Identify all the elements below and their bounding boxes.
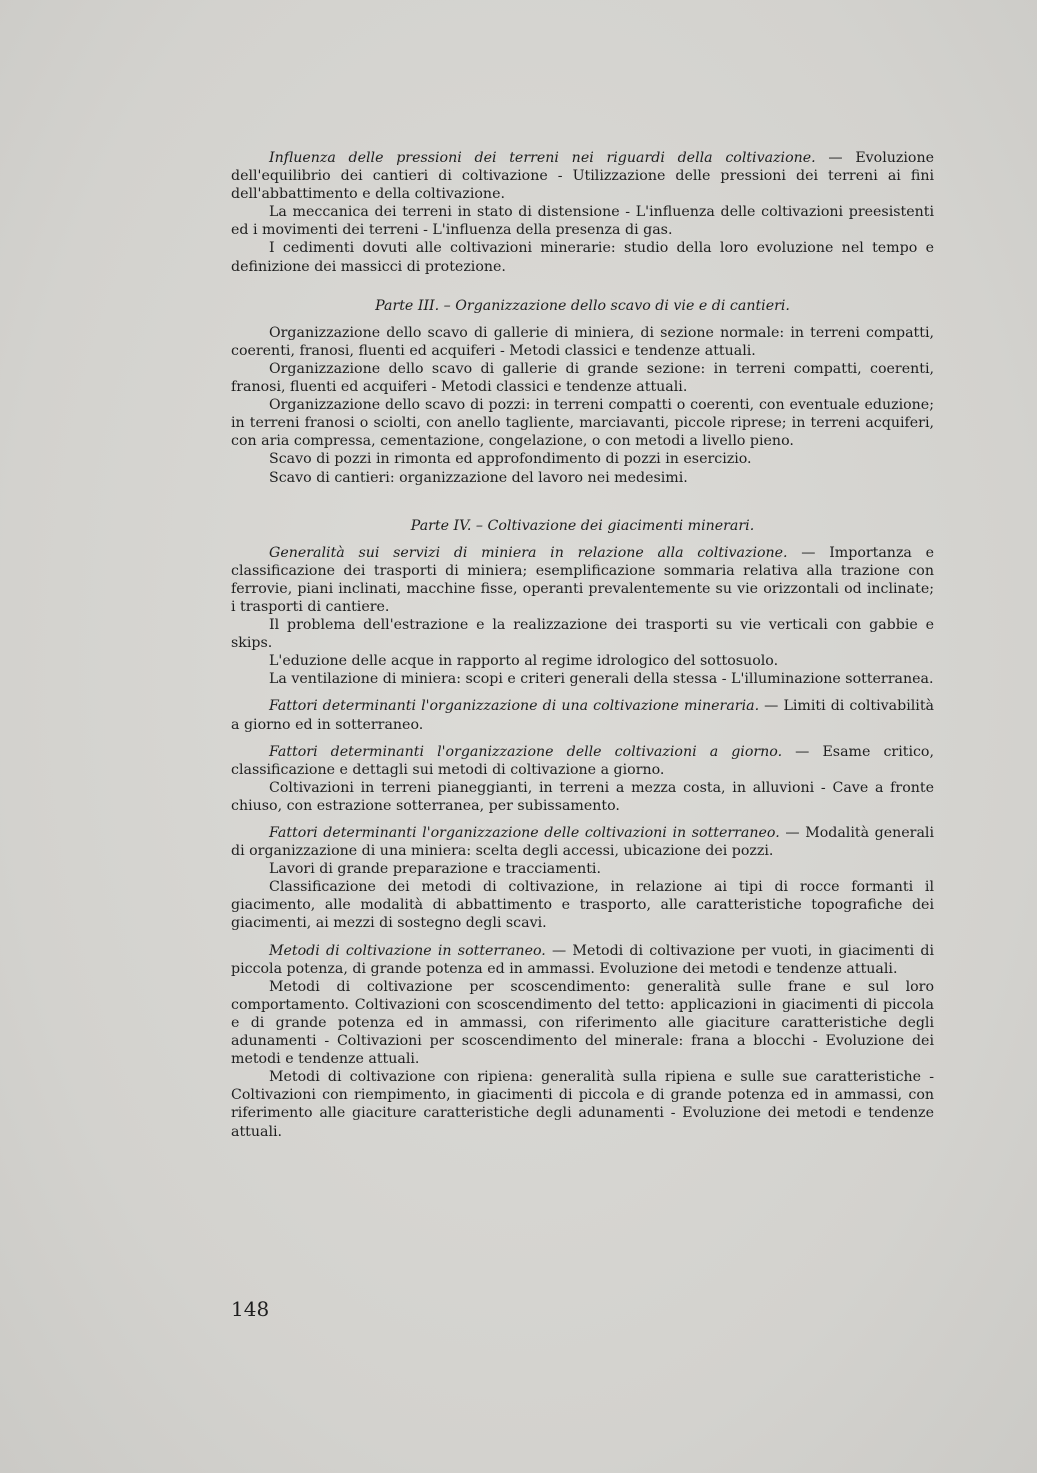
paragraph: Lavori di grande preparazione e tracciamenti. (269, 861, 601, 878)
paragraph: L'eduzione delle acque in rapporto al regime idrologico del sottosuolo. (269, 653, 779, 670)
part-number: Parte III. (375, 297, 440, 314)
paragraph: Generalità sui servizi di miniera in relazione alla coltivazione. — Importanza e classificazione dei trasporti di miniera; esemplificazione sommaria relativa alla trazione con ferrovie, piani inclinati, macchine fisse, operanti prevalentemente su vie orizzontali od inclinate; i trasporti di cantiere. (231, 544, 934, 615)
paragraph: Organizzazione dello scavo di pozzi: in terreni compatti o coerenti, con eventuale eduzione; in terreni franosi o sciolti, con anello tagliente, marciavanti, piccole riprese; in terreni acquiferi, con aria compressa, cementazione, congelazione, o con metodi a livello pieno. (231, 397, 934, 450)
paragraph-text: Metodi di coltivazione per vuoti, in giacimenti di piccola potenza, di grande potenza ed in ammassi. Evoluzione dei metodi e tendenze attuali. (231, 942, 934, 977)
paragraph: Il problema dell'estrazione e la realizzazione dei trasporti su vie verticali con gabbie e skips. (231, 617, 934, 652)
paragraph-lead: Fattori determinanti l'organizzazione di una coltivazione mineraria. (269, 698, 760, 715)
paragraph: Metodi di coltivazione in sotterraneo. — Metodi di coltivazione per vuoti, in giacimenti di piccola potenza, di grande potenza ed in ammassi. Evoluzione dei metodi e tendenze attuali. (231, 942, 934, 977)
paragraph: Organizzazione dello scavo di gallerie di grande sezione: in terreni compatti, coerenti, franosi, fluenti ed acquiferi - Metodi classici e tendenze attuali. (231, 360, 934, 396)
paragraph-lead: Influenza delle pressioni dei terreni nei riguardi della coltivazione. (269, 150, 816, 166)
paragraph-text: Evoluzione dell'equilibrio dei cantieri di coltivazione - Utilizzazione delle pressioni dei terreni ai fini dell'abbattimento e della coltivazione. (231, 150, 934, 203)
paragraph: La ventilazione di miniera: scopi e criteri generali della stessa - L'illuminazione sotterranea. (269, 671, 934, 688)
paragraph-lead: Fattori determinanti l'organizzazione delle coltivazioni in sotterraneo. (269, 825, 780, 841)
paragraph-lead: Generalità sui servizi di miniera in relazione alla coltivazione. (269, 544, 788, 561)
section-title: Organizzazione dello scavo di vie e di cantieri. (455, 297, 790, 314)
section-heading: Parte IV. – Coltivazione dei giacimenti minerari. (410, 517, 755, 534)
paragraph: Fattori determinanti l'organizzazione di una coltivazione mineraria. — Limiti di coltivabilità a giorno ed in sotterraneo. (231, 698, 934, 733)
body-text (231, 149, 934, 1141)
paragraph: Fattori determinanti l'organizzazione delle coltivazioni a giorno. — Esame critico, classificazione e dettagli sui metodi di coltivazione a giorno. (231, 743, 934, 778)
paragraph-text: Modalità generali di organizzazione di una miniera: scelta degli accessi, ubicazione dei pozzi. (231, 825, 934, 860)
paragraph: La meccanica dei terreni in stato di distensione - L'influenza delle coltivazioni preesistenti ed i movimenti dei terreni - L'influenza della presenza di gas. (231, 204, 934, 239)
paragraph-text: Esame critico, classificazione e dettagli sui metodi di coltivazione a giorno. (231, 743, 934, 778)
paragraph: Scavo di pozzi in rimonta ed approfondimento di pozzi in esercizio. (269, 451, 752, 468)
paragraph: Fattori determinanti l'organizzazione delle coltivazioni in sotterraneo. — Modalità generali di organizzazione di una miniera: scelta degli accessi, ubicazione dei pozzi. (231, 825, 934, 860)
paragraph: Metodi di coltivazione per scoscendimento: generalità sulle frane e sul loro comportamento. Coltivazioni con scoscendimento del tetto: applicazioni in giacimenti di piccola e di grande potenza ed in ammassi, con riferimento alle giaciture caratteristiche degli adunamenti - Coltivazioni per scoscendimento del minerale: frana a blocchi - Evoluzione dei metodi e tendenze attuali. (231, 978, 934, 1068)
paragraph: Organizzazione dello scavo di gallerie di miniera, di sezione normale: in terreni compatti, coerenti, franosi, fluenti ed acquiferi - Metodi classici e tendenze attuali. (231, 324, 934, 359)
paragraph: Influenza delle pressioni dei terreni nei riguardi della coltivazione. — Evoluzione dell'equilibrio dei cantieri di coltivazione - Utilizzazione delle pressioni dei terreni ai fini dell'abbattimento e della coltivazione. (231, 150, 934, 203)
section-title: Coltivazione dei giacimenti minerari. (487, 517, 755, 534)
paragraph-lead: Metodi di coltivazione in sotterraneo. (269, 942, 546, 959)
paragraph: Classificazione dei metodi di coltivazione, in relazione ai tipi di rocce formanti il giacimento, alle modalità di abbattimento e trasporto, alle caratteristiche topografiche dei giacimenti, ai mezzi di sostegno degli scavi. (231, 879, 934, 932)
paragraph-text: Limiti di coltivabilità a giorno ed in sotterraneo. (231, 698, 934, 733)
part-number: Parte IV. (410, 517, 472, 534)
paragraph: I cedimenti dovuti alle coltivazioni minerarie: studio della loro evoluzione nel tempo e definizione dei massicci di protezione. (231, 240, 934, 275)
paragraph: Coltivazioni in terreni pianeggianti, in terreni a mezza costa, in alluvioni - Cave a fronte chiuso, con estrazione sotterranea, per subissamento. (231, 779, 934, 814)
paragraph: Scavo di cantieri: organizzazione del lavoro nei medesimi. (269, 469, 688, 486)
paragraph: Metodi di coltivazione con ripiena: generalità sulla ripiena e sulle sue caratteristiche - Coltivazioni con riempimento, in giacimenti di piccola e di grande potenza ed in ammassi, con riferimento alle giaciture caratteristiche degli adunamenti - Evoluzione dei metodi e tendenze attuali. (231, 1069, 934, 1140)
page-number: 148 (231, 1297, 270, 1321)
paragraph-text: Importanza e classificazione dei trasporti di miniera; esemplificazione sommaria relativa alla trazione con ferrovie, piani inclinati, macchine fisse, operanti prevalentemente su vie orizzontali od inclinate; i trasporti di cantiere. (231, 544, 934, 615)
section-heading: Parte III. – Organizzazione dello scavo di vie e di cantieri. (375, 297, 790, 314)
paragraph-lead: Fattori determinanti l'organizzazione delle coltivazioni a giorno. (269, 743, 783, 760)
